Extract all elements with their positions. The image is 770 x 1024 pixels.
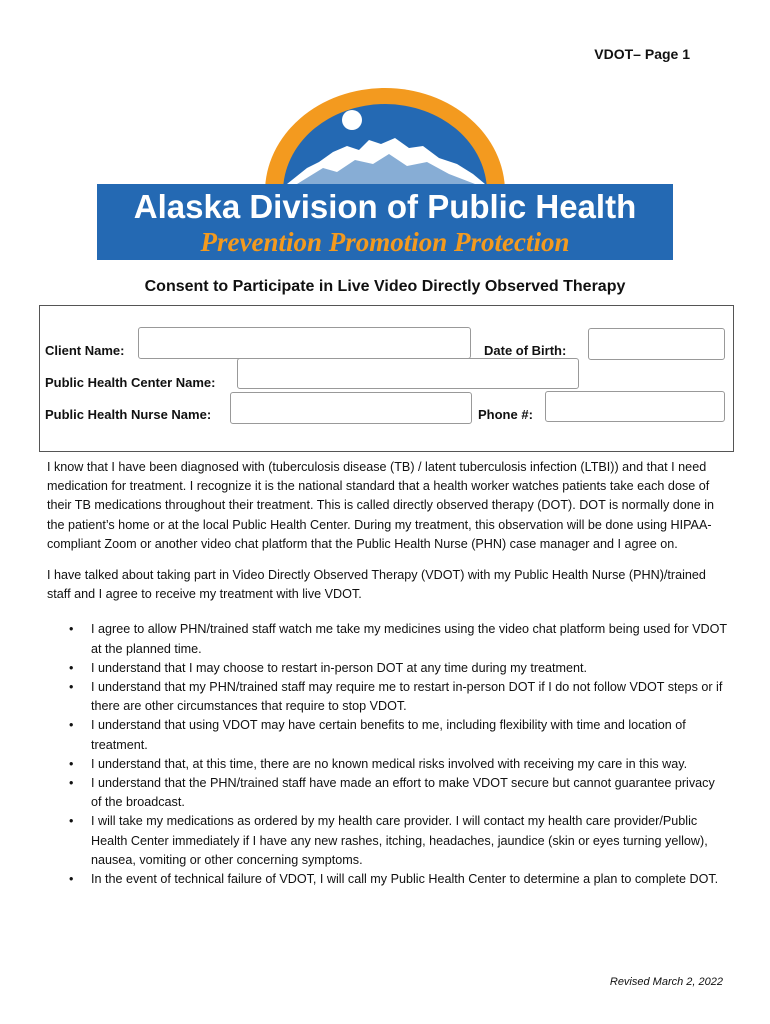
- sun-icon: [342, 110, 362, 130]
- bullet-icon: •: [69, 776, 74, 791]
- revision-date: Revised March 2, 2022: [609, 976, 723, 988]
- list-item: • I understand that my PHN/trained staff may require me to restart in-person DOT if I do not follow VDOT steps or if there are other circumstances that require to stop VDOT.: [69, 680, 723, 714]
- document-title: Consent to Participate in Live Video Directly Observed Therapy: [144, 278, 626, 295]
- logo-tagline: Prevention Promotion Protection: [200, 227, 570, 257]
- list-item: • I will take my medications as ordered by my health care provider. I will contact my health care provider/Public Health Center immediately if I have any new rashes, itching, headaches, jaundice (skin or eyes turning yellow), nausea, vomiting or other concerning symptoms.: [69, 814, 708, 867]
- list-item: • I understand that using VDOT may have certain benefits to me, including flexibility with time and location of treatment.: [69, 718, 686, 752]
- agreement-paragraph: I have talked about taking part in Video Directly Observed Therapy (VDOT) with my Public Health Nurse (PHN)/trained staff and I agree to receive my treatment with live VDOT.: [47, 568, 706, 602]
- nurse-name-label: Public Health Nurse Name:: [45, 407, 212, 422]
- bullet-icon: •: [69, 680, 74, 695]
- page-label: VDOT– Page 1: [594, 46, 690, 62]
- list-item: • I agree to allow PHN/trained staff watch me take my medicines using the video chat platform being used for VDOT at the planned time.: [69, 622, 727, 656]
- client-name-label: Client Name:: [45, 343, 125, 358]
- list-item: • I understand that the PHN/trained staff have made an effort to make VDOT secure but cannot guarantee privacy of the broadcast.: [69, 776, 715, 810]
- center-name-label: Public Health Center Name:: [45, 375, 216, 390]
- list-item: • I understand that I may choose to restart in-person DOT at any time during my treatment.: [91, 659, 727, 678]
- client-name-field[interactable]: [138, 327, 471, 359]
- bullet-icon: •: [69, 622, 74, 637]
- bullet-icon: •: [69, 756, 74, 771]
- bullet-icon: •: [69, 660, 74, 675]
- logo-org-name: Alaska Division of Public Health: [133, 188, 637, 225]
- intro-paragraph: I know that I have been diagnosed with (tuberculosis disease (TB) / latent tuberculosis infection (LTBI)) and that I need medication for treatment. I recognize it is the national standard that a health worker watches patients take each dose of their TB medications throughout their treatment. This is called directly observed therapy (DOT). DOT is normally done in the patient’s home or at the local Public Health Center. During my treatment, this observation will be done using HIPAA-compliant Zoom or another video chat platform that the Public Health Nurse (PHN) case manager and I agree on.: [47, 460, 715, 551]
- phone-label: Phone #:: [478, 407, 533, 422]
- list-item: • I understand that, at this time, there are no known medical risks involved with receiving my care in this way.: [91, 755, 727, 774]
- client-info-form: [39, 305, 734, 452]
- dob-field[interactable]: [588, 328, 725, 360]
- consent-body: [47, 458, 727, 889]
- alaska-dph-logo: [97, 84, 673, 260]
- phone-field[interactable]: [545, 391, 725, 422]
- bullet-icon: •: [69, 814, 74, 829]
- center-name-field[interactable]: [237, 358, 579, 389]
- list-item: • In the event of technical failure of VDOT, I will call my Public Health Center to determine a plan to complete DOT.: [91, 870, 727, 889]
- bullet-icon: •: [69, 872, 74, 887]
- consent-bullet-list: [47, 620, 727, 889]
- bullet-icon: •: [69, 718, 74, 733]
- dob-label: Date of Birth:: [484, 343, 567, 358]
- nurse-name-field[interactable]: [230, 392, 472, 424]
